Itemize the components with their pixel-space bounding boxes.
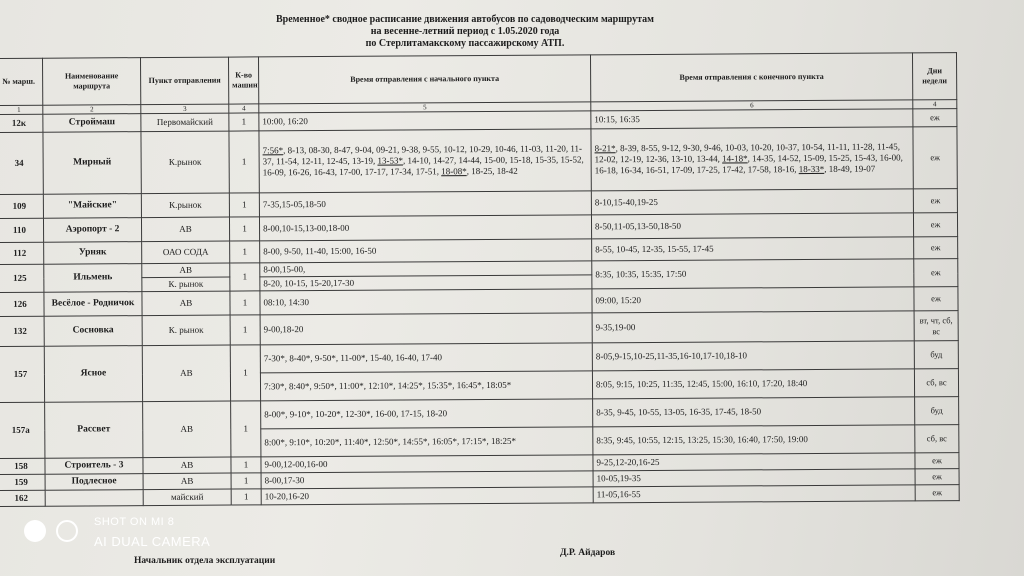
departure-point: АВ [143, 473, 231, 490]
departure-point: АВ [143, 457, 231, 474]
index-cell: 5 [259, 102, 591, 113]
route-number: 110 [0, 218, 44, 242]
days-of-week: еж [914, 237, 958, 259]
header-line-3: по Стерлитамакскому пассажирскому АТП. [365, 38, 565, 49]
signature-name: Д.Р. Айдаров [560, 548, 616, 558]
start-times: 10:00, 16:20 [259, 111, 591, 131]
watermark-line-2: AI DUAL CAMERA [94, 534, 211, 549]
end-times: 8-05,9-15,10-25,11-35,16-10,17-10,18-10 [592, 341, 914, 371]
vehicle-count: 1 [230, 241, 260, 263]
end-times: 8:35, 10:35, 15:35, 17:50 [592, 259, 914, 289]
days-of-week: еж [915, 469, 959, 485]
end-times: 8:35, 9:45, 10:55, 12:15, 13:25, 15:30, 16:40, 17:50, 19:00 [593, 425, 915, 455]
departure-point: ОАО СОДА [142, 241, 230, 264]
route-number: 126 [0, 292, 44, 316]
start-times: 7-35,15-05,18-50 [259, 191, 591, 217]
departure-point: К.рынок [141, 131, 229, 194]
departure-point: Первомайский [141, 113, 229, 132]
vehicle-count: 1 [230, 315, 260, 345]
col-header-start-times: Время отправления с начального пункта [258, 55, 590, 104]
departure-point: АВ [143, 401, 231, 458]
time-marked: 8-21* [594, 143, 616, 154]
vehicle-count: 1 [229, 217, 259, 241]
vehicle-count: 1 [230, 291, 260, 315]
days-of-week: вт, чт, сб, вс [914, 311, 958, 341]
end-times: 10-05,19-35 [593, 469, 915, 487]
time-list: , 18-49, 19-07 [824, 163, 876, 174]
header-line-2: на весенне-летний период с 1.05.2020 года [370, 26, 560, 37]
time-list: , 14-10, 14-27, 14-44, 15-00, 15-18, 15-35, 15-52, 16-09, 16-26, 16-43, 17-00, 17-17, 17-34, 17-51, [262, 154, 584, 178]
departure-point: майский [143, 489, 231, 506]
end-times: 9-35,19-00 [592, 311, 914, 343]
start-times: 8-20, 10-15, 15-20,17-30 [260, 275, 592, 291]
route-number: 34 [0, 132, 43, 194]
start-times: 8:00*, 9:10*, 10:20*, 11:40*, 12:50*, 14:55*, 16:05*, 17:15*, 18:25* [261, 427, 593, 457]
departure-point: АВ [142, 345, 230, 402]
time-marked: 13-53* [377, 155, 403, 166]
end-times: 09:00, 15:20 [592, 287, 914, 313]
route-number: 157а [0, 402, 45, 458]
route-name: Аэропорт - 2 [43, 218, 141, 243]
index-cell: 4 [229, 104, 259, 113]
route-number: 159 [0, 474, 45, 490]
route-number: 12к [0, 114, 43, 132]
start-times: 8-00,15-00, [260, 261, 592, 277]
route-name: Сосновка [44, 316, 142, 347]
days-of-week: еж [915, 485, 959, 501]
days-of-week: сб, вс [914, 369, 958, 397]
watermark-ring-icon [56, 520, 78, 542]
days-of-week: еж [914, 259, 958, 287]
end-times: 10:15, 16:35 [591, 109, 913, 129]
departure-point: АВ [142, 291, 230, 316]
route-name: Подлесное [45, 474, 143, 491]
col-header-count: К-во машин [228, 57, 258, 104]
days-of-week: еж [913, 213, 957, 237]
route-name: Строитель - 3 [45, 458, 143, 475]
time-list: , 8-13, 08-30, 8-47, 9-04, 09-21, 9-38, 9-55, 10-12, 10-29, 10-46, 11-03, 11-20, 11-37, 11-54, 12-11, 12-45, 13-19, [262, 143, 583, 167]
index-cell: 1 [0, 105, 43, 114]
vehicle-count: 1 [230, 263, 260, 291]
route-name: Урняк [44, 242, 142, 265]
start-times: 8-00,17-30 [261, 471, 593, 489]
vehicle-count: 1 [230, 345, 260, 401]
end-times: 8-10,15-40,19-25 [591, 189, 913, 215]
signature-title: Начальник отдела эксплуатации [134, 556, 276, 566]
days-of-week: еж [914, 287, 958, 311]
route-name: Строймаш [43, 114, 141, 133]
col-header-num: № марш. [0, 58, 43, 105]
end-times: 8-50,11-05,13-50,18-50 [591, 213, 913, 239]
time-list: , 18-25, 18-42 [466, 165, 518, 177]
departure-point: К. рынок [142, 277, 230, 292]
start-times: 8-00, 9-50, 11-40, 15:00, 16-50 [260, 239, 592, 263]
route-name: "Майские" [43, 194, 141, 219]
end-times: 11-05,16-55 [593, 485, 915, 503]
header-row [0, 53, 957, 106]
col-header-days: Дни недели [912, 53, 956, 100]
start-times: 08:10, 14:30 [260, 289, 592, 315]
index-cell: 6 [591, 100, 913, 111]
time-marked: 18-08* [441, 166, 467, 177]
time-marked: 14-18* [722, 153, 748, 164]
watermark-line-1: SHOT ON MI 8 [94, 516, 175, 528]
route-number: 109 [0, 194, 43, 218]
time-marked: 18-33* [798, 163, 825, 175]
vehicle-count: 1 [231, 473, 261, 489]
col-header-end-times: Время отправления с конечного пункта [590, 53, 912, 102]
route-number: 158 [0, 458, 45, 474]
end-times: 8-55, 10-45, 12-35, 15-55, 17-45 [592, 237, 914, 261]
route-number: 162 [0, 490, 45, 506]
vehicle-count: 1 [231, 457, 261, 473]
days-of-week: буд [915, 397, 959, 425]
start-times: 10-20,16-20 [261, 487, 593, 505]
time-list: , 8-39, 8-55, 9-12, 9-30, 9-46, 10-03, 10-20, 10-37, 10-54, 11-11, 11-28, 11-45, 12-02, 12-19, 12-36, 13-10, 13-44, [594, 141, 900, 165]
route-name: Весёлое - Родничок [44, 292, 142, 317]
vehicle-count: 1 [231, 401, 261, 457]
route-number: 125 [0, 264, 44, 292]
time-list: , 14-35, 14-52, 15-09, 15-25, 15-43, 16-00, 16-18, 16-34, 16-51, 17-09, 17-25, 17-42, 17-58, 18-16, [594, 152, 903, 176]
route-number: 157 [0, 346, 45, 402]
start-times: 7:30*, 8:40*, 9:50*, 11:00*, 12:10*, 14:25*, 15:35*, 16:45*, 18:05* [260, 371, 592, 401]
vehicle-count: 1 [231, 489, 261, 505]
start-times: 8-00,10-15,13-00,18-00 [259, 215, 591, 241]
route-name [45, 490, 143, 507]
departure-point: АВ [141, 217, 229, 242]
time-marked: 7:56* [262, 145, 284, 156]
vehicle-count: 1 [229, 193, 259, 217]
index-cell: 2 [43, 105, 141, 115]
schedule-table [0, 52, 960, 507]
document-header [240, 14, 690, 50]
end-times: 9-25,12-20,16-25 [593, 453, 915, 471]
header-line-1: Временное* сводное расписание движения автобусов по садоводческим маршрутам [276, 14, 654, 25]
col-header-name: Наименование маршрута [43, 58, 141, 106]
start-times: 9-00,12-00,16-00 [261, 455, 593, 473]
camera-watermark [24, 516, 234, 552]
route-name: Мирный [43, 132, 141, 195]
col-header-point: Пункт отправления [141, 57, 229, 105]
days-of-week: еж [913, 127, 957, 189]
end-times: 8:05, 9:15, 10:25, 11:35, 12:45, 15:00, 16:10, 17:20, 18:40 [592, 369, 914, 399]
route-name: Рассвет [45, 402, 143, 459]
departure-point: К. рынок [142, 315, 230, 346]
days-of-week: еж [913, 109, 957, 127]
days-of-week: еж [915, 453, 959, 469]
end-times: 8-35, 9-45, 10-55, 13-05, 16-35, 17-45, 18-50 [593, 397, 915, 427]
start-times: 9-00,18-20 [260, 313, 592, 345]
days-of-week: еж [913, 189, 957, 213]
start-times: 7-30*, 8-40*, 9-50*, 11-00*, 15-40, 16-40, 17-40 [260, 343, 592, 373]
start-times [259, 129, 591, 193]
end-times [591, 127, 913, 191]
route-number: 112 [0, 242, 44, 264]
days-of-week: сб, вс [915, 425, 959, 453]
days-of-week: буд [914, 341, 958, 369]
watermark-dot-icon [24, 520, 46, 542]
index-cell: 4 [913, 100, 957, 109]
route-name: Ясное [44, 346, 142, 403]
table-row [0, 127, 957, 195]
vehicle-count: 1 [229, 113, 259, 131]
start-times: 8-00*, 9-10*, 10-20*, 12-30*, 16-00, 17-15, 18-20 [261, 399, 593, 429]
departure-point: АВ [142, 263, 230, 278]
route-name: Ильмень [44, 264, 142, 293]
index-cell: 3 [141, 104, 229, 114]
departure-point: К.рынок [141, 193, 229, 218]
vehicle-count: 1 [229, 131, 259, 193]
route-number: 132 [0, 316, 44, 346]
